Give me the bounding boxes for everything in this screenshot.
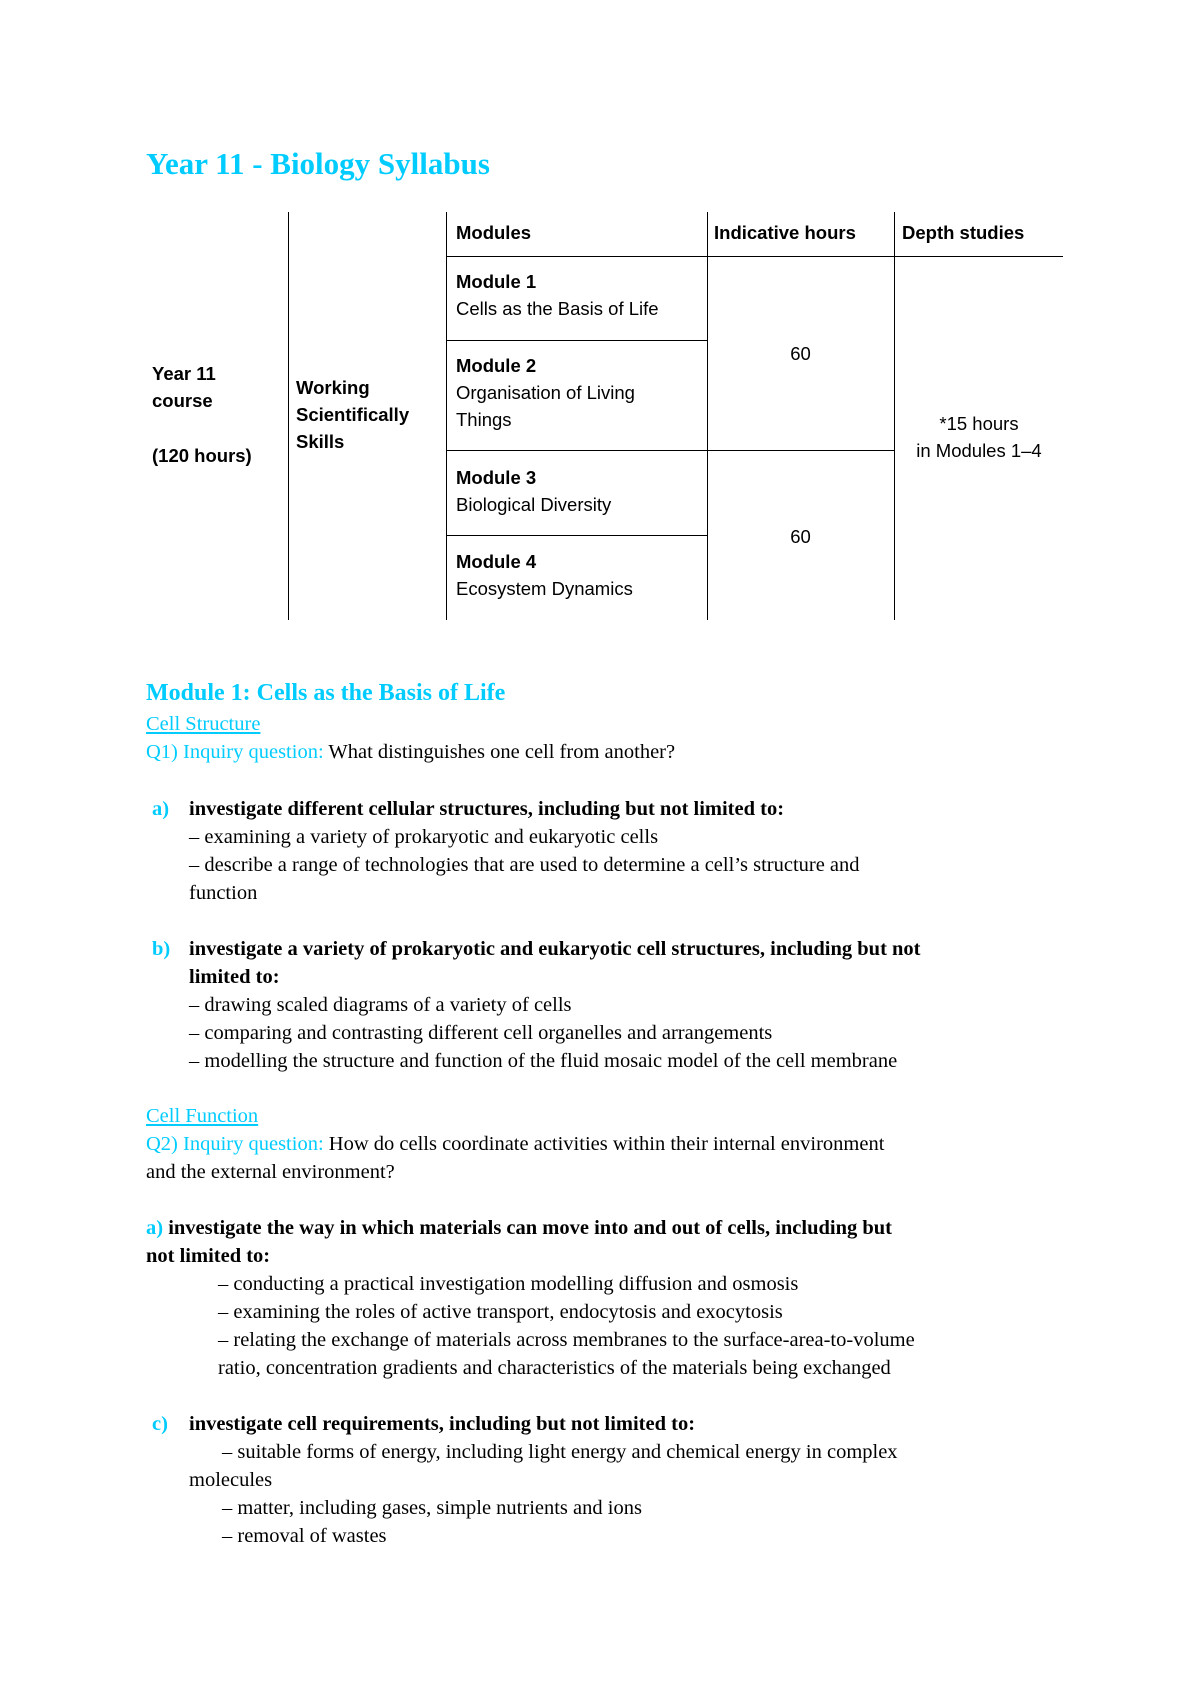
skills-label — [296, 374, 409, 455]
header-depth-studies: Depth studies — [902, 222, 1025, 243]
table-rule — [446, 256, 1063, 257]
inquiry-label: Q2) Inquiry question: — [146, 1133, 324, 1155]
inquiry-text: and the external environment? — [146, 1161, 395, 1183]
subheading-cell-structure[interactable] — [146, 710, 260, 738]
bullet-point: – matter, including gases, simple nutrients and ions — [222, 1497, 642, 1519]
header-modules: Modules — [456, 222, 532, 243]
depth-studies-value — [894, 410, 1064, 464]
skills-label-line: Working — [296, 377, 370, 398]
item-marker — [152, 795, 169, 823]
item-heading: not limited to: — [146, 1245, 271, 1267]
subheading-link[interactable]: Cell Structure — [146, 713, 261, 735]
module-number: Module 2 — [456, 355, 537, 376]
hours-modules-1-2: 60 — [790, 343, 811, 364]
inquiry-label: Q1) Inquiry question: — [146, 741, 324, 763]
depth-line: in Modules 1–4 — [916, 440, 1042, 461]
course-hours: (120 hours) — [152, 445, 252, 466]
item-marker-text: a) — [152, 798, 170, 820]
course-label — [152, 360, 216, 414]
module-cell-4 — [456, 548, 701, 602]
bullet-point: – relating the exchange of materials across membranes to the surface-area-to-volume — [218, 1329, 915, 1351]
inquiry-question-2 — [146, 1130, 1086, 1158]
module-number: Module 3 — [456, 467, 537, 488]
item-marker-text: a) — [146, 1217, 164, 1239]
module-cell-2 — [456, 352, 686, 433]
bullet-point: – removal of wastes — [222, 1525, 387, 1547]
item-marker-text: b) — [152, 938, 171, 960]
subheading-cell-function[interactable] — [146, 1102, 258, 1130]
bullet-point: ratio, concentration gradients and characteristics of the materials being exchanged — [218, 1357, 891, 1379]
inquiry-question-1 — [146, 738, 1066, 766]
item-heading: investigate cell requirements, including but not limited to: — [189, 1413, 696, 1435]
item-marker — [152, 1410, 168, 1438]
bullet-point: function — [189, 882, 258, 904]
table-rule — [288, 212, 289, 620]
item-marker — [152, 935, 170, 963]
item-heading — [146, 1214, 1086, 1242]
bullet-point: – examining a variety of prokaryotic and eukaryotic cells — [189, 826, 659, 848]
module-name: Biological Diversity — [456, 494, 612, 515]
subheading-link[interactable]: Cell Function — [146, 1105, 259, 1127]
header-indicative-hours: Indicative hours — [714, 222, 856, 243]
module-name: Organisation of Living Things — [456, 382, 635, 430]
bullet-point: – describe a range of technologies that are used to determine a cell’s structure and — [189, 854, 860, 876]
table-rule — [446, 450, 894, 451]
item-marker-text: c) — [152, 1413, 168, 1435]
course-label-line: Year 11 — [152, 363, 216, 384]
inquiry-text: How do cells coordinate activities within their internal environment — [323, 1133, 885, 1155]
item-heading: investigate different cellular structures, including but not limited to: — [189, 798, 785, 820]
item-heading: limited to: — [189, 966, 280, 988]
bullet-point: – drawing scaled diagrams of a variety of cells — [189, 994, 572, 1016]
module-cell-3 — [456, 464, 701, 518]
module-cell-1 — [456, 268, 701, 322]
module-name: Cells as the Basis of Life — [456, 298, 659, 319]
module-heading: Module 1: Cells as the Basis of Life — [146, 680, 506, 706]
bullet-point: – conducting a practical investigation modelling diffusion and osmosis — [218, 1273, 799, 1295]
bullet-point: molecules — [189, 1469, 273, 1491]
course-label-line: course — [152, 390, 213, 411]
hours-modules-3-4: 60 — [790, 526, 811, 547]
inquiry-text: What distinguishes one cell from another? — [323, 741, 676, 763]
bullet-point: – comparing and contrasting different cell organelles and arrangements — [189, 1022, 773, 1044]
page-title: Year 11 - Biology Syllabus — [146, 146, 490, 181]
skills-label-line: Skills — [296, 431, 345, 452]
table-rule — [707, 212, 708, 620]
bullet-point: – modelling the structure and function of the fluid mosaic model of the cell membrane — [189, 1050, 898, 1072]
skills-label-line: Scientifically — [296, 404, 410, 425]
depth-line: *15 hours — [939, 413, 1019, 434]
table-rule — [446, 212, 447, 620]
module-number: Module 1 — [456, 271, 537, 292]
bullet-point: – suitable forms of energy, including light energy and chemical energy in complex — [222, 1441, 898, 1463]
course-overview-table — [0, 0, 1200, 640]
module-number: Module 4 — [456, 551, 537, 572]
module-name: Ecosystem Dynamics — [456, 578, 633, 599]
table-rule — [446, 340, 707, 341]
item-heading: investigate a variety of prokaryotic and eukaryotic cell structures, including but not — [189, 938, 921, 960]
item-heading-text: investigate the way in which materials can move into and out of cells, including but — [163, 1217, 892, 1239]
table-rule — [446, 535, 707, 536]
bullet-point: – examining the roles of active transport, endocytosis and exocytosis — [218, 1301, 783, 1323]
